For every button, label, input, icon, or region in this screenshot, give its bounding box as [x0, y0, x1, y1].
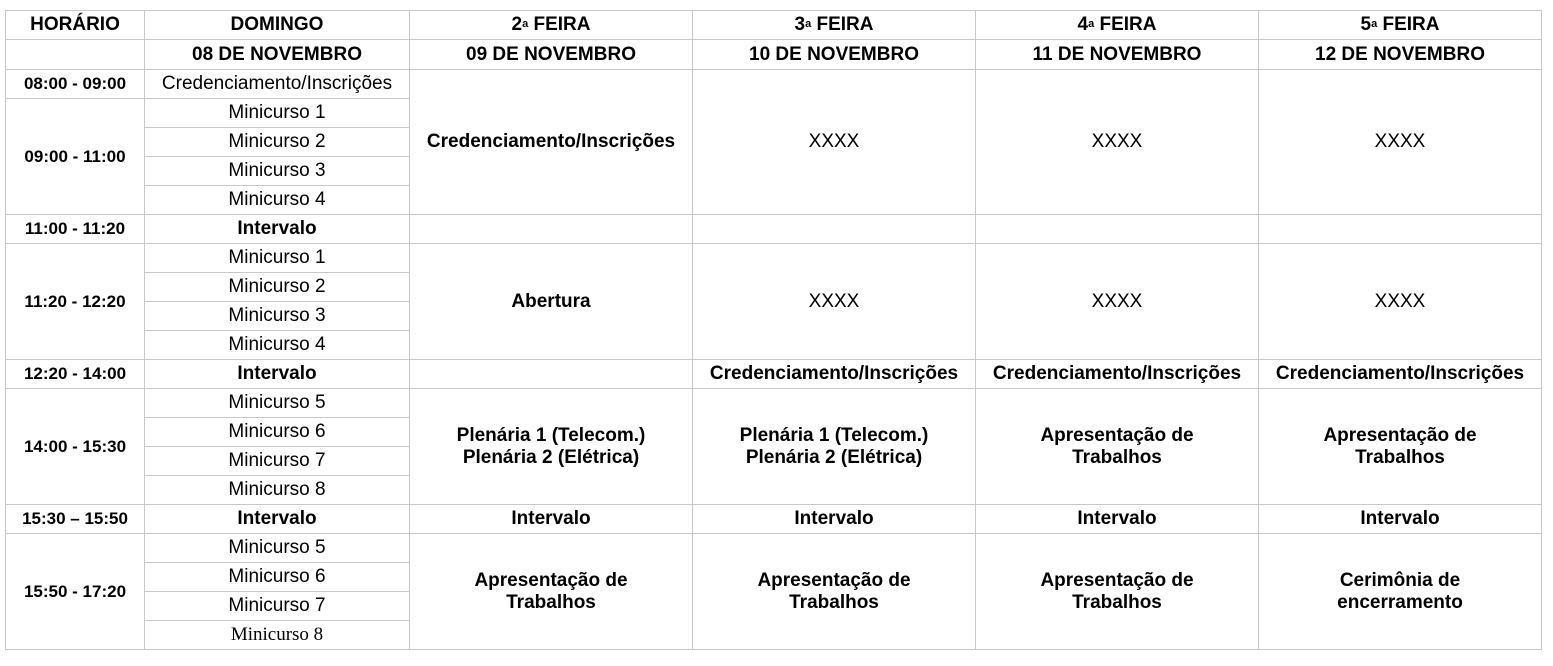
cell-apresentacao-terca: Apresentação de Trabalhos — [693, 534, 976, 650]
minicurso-item: Minicurso 4 — [145, 331, 410, 360]
header-day-quinta: 5$^a$ FEIRA — [1259, 11, 1542, 40]
cell-intervalo-domingo: Intervalo — [145, 360, 410, 389]
cell-quinta-midday: XXXX — [1259, 244, 1542, 360]
header-day-domingo: DOMINGO — [145, 11, 410, 40]
minicurso-item: Minicurso 7 — [145, 592, 410, 621]
cell-credenciamento-terca: Credenciamento/Inscrições — [693, 360, 976, 389]
cell-apresentacao-quarta-late: Apresentação de Trabalhos — [976, 534, 1259, 650]
header-date-quinta: 12 DE NOVEMBRO — [1259, 40, 1542, 70]
cell-credenciamento-quinta: Credenciamento/Inscrições — [1259, 360, 1542, 389]
cell-plenarias-segunda: Plenária 1 (Telecom.) Plenária 2 (Elétrica) — [410, 389, 693, 505]
cell-intervalo-domingo: Intervalo — [145, 215, 410, 244]
minicurso-item: Minicurso 1 — [145, 99, 410, 128]
cell-plenarias-terca: Plenária 1 (Telecom.) Plenária 2 (Elétrica) — [693, 389, 976, 505]
header-day-quarta: 4$^a$ FEIRA — [976, 11, 1259, 40]
header-day-segunda: 2$^a$ FEIRA — [410, 11, 693, 40]
header-day-terca: 3$^a$ FEIRA — [693, 11, 976, 40]
cell-intervalo-domingo: Intervalo — [145, 505, 410, 534]
minicurso-item: Minicurso 8 — [145, 621, 410, 650]
header-date-blank — [6, 40, 145, 70]
cell-empty — [410, 360, 693, 389]
time-slot: 08:00 - 09:00 — [6, 70, 145, 99]
cell-quarta-morning: XXXX — [976, 70, 1259, 215]
header-horario: HORÁRIO — [6, 11, 145, 40]
schedule-table — [5, 10, 1542, 650]
minicurso-item: Minicurso 6 — [145, 418, 410, 447]
cell-intervalo-segunda: Intervalo — [410, 505, 693, 534]
time-slot: 12:20 - 14:00 — [6, 360, 145, 389]
time-slot: 09:00 - 11:00 — [6, 99, 145, 215]
minicurso-item: Minicurso 5 — [145, 534, 410, 563]
cell-credenciamento-domingo: Credenciamento/Inscrições — [145, 70, 410, 99]
time-slot: 15:30 – 15:50 — [6, 505, 145, 534]
header-date-segunda: 09 DE NOVEMBRO — [410, 40, 693, 70]
minicurso-item: Minicurso 2 — [145, 273, 410, 302]
cell-encerramento: Cerimônia de encerramento — [1259, 534, 1542, 650]
cell-apresentacao-segunda: Apresentação de Trabalhos — [410, 534, 693, 650]
cell-empty — [1259, 215, 1542, 244]
time-slot: 14:00 - 15:30 — [6, 389, 145, 505]
time-slot: 11:00 - 11:20 — [6, 215, 145, 244]
minicurso-item: Minicurso 5 — [145, 389, 410, 418]
minicurso-item: Minicurso 3 — [145, 302, 410, 331]
minicurso-item: Minicurso 1 — [145, 244, 410, 273]
header-date-terca: 10 DE NOVEMBRO — [693, 40, 976, 70]
cell-apresentacao-quinta: Apresentação de Trabalhos — [1259, 389, 1542, 505]
cell-intervalo-terca: Intervalo — [693, 505, 976, 534]
cell-empty — [693, 215, 976, 244]
cell-empty — [410, 215, 693, 244]
header-date-quarta: 11 DE NOVEMBRO — [976, 40, 1259, 70]
minicurso-item: Minicurso 7 — [145, 447, 410, 476]
minicurso-item: Minicurso 4 — [145, 186, 410, 215]
minicurso-item: Minicurso 6 — [145, 563, 410, 592]
cell-apresentacao-quarta: Apresentação de Trabalhos — [976, 389, 1259, 505]
minicurso-item: Minicurso 3 — [145, 157, 410, 186]
cell-terca-midday: XXXX — [693, 244, 976, 360]
cell-credenciamento-segunda: Credenciamento/Inscrições — [410, 70, 693, 215]
cell-intervalo-quinta: Intervalo — [1259, 505, 1542, 534]
cell-empty — [976, 215, 1259, 244]
cell-abertura: Abertura — [410, 244, 693, 360]
cell-quarta-midday: XXXX — [976, 244, 1259, 360]
time-slot: 15:50 - 17:20 — [6, 534, 145, 650]
header-date-domingo: 08 DE NOVEMBRO — [145, 40, 410, 70]
cell-quinta-morning: XXXX — [1259, 70, 1542, 215]
cell-credenciamento-quarta: Credenciamento/Inscrições — [976, 360, 1259, 389]
minicurso-item: Minicurso 8 — [145, 476, 410, 505]
minicurso-item: Minicurso 2 — [145, 128, 410, 157]
time-slot: 11:20 - 12:20 — [6, 244, 145, 360]
cell-intervalo-quarta: Intervalo — [976, 505, 1259, 534]
cell-terca-morning: XXXX — [693, 70, 976, 215]
